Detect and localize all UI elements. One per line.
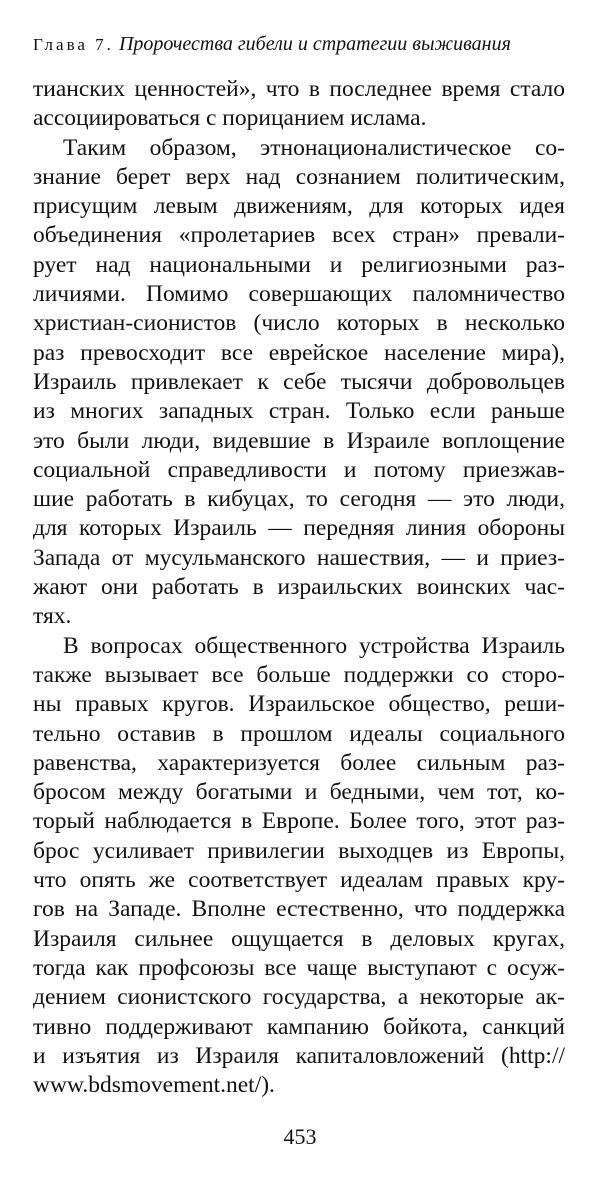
text-line: тианских ценностей», что в последнее время стало — [33, 76, 565, 102]
text-line-row — [33, 221, 565, 250]
text-line-row — [33, 544, 565, 573]
text-line-row — [33, 866, 565, 895]
text-line-row — [33, 514, 565, 543]
text-line-row — [33, 661, 565, 690]
text-line-row — [33, 954, 565, 983]
text-line: бросом между богатыми и бедными, чем тот, ко- — [33, 779, 565, 806]
text-line-row — [33, 602, 565, 631]
text-line: Израиля сильнее ощущается в деловых кругах, — [33, 925, 565, 952]
text-line: гов на Западе. Вполне естественно, что поддержка — [33, 896, 565, 923]
text-line-row — [33, 163, 565, 192]
text-line: знание берет верх над сознанием политическим, — [33, 163, 565, 190]
text-line-row — [33, 104, 565, 133]
text-line: шие работать в кибуцах, то сегодня — это люди, — [33, 486, 565, 513]
chapter-title: Пророчества гибели и стратегии выживания — [118, 33, 511, 55]
text-line-row — [33, 749, 565, 778]
page-number: 453 — [283, 1124, 317, 1149]
text-line-row — [33, 1013, 565, 1042]
text-line-row — [33, 573, 565, 602]
text-line: торый наблюдается в Европе. Более того, этот раз- — [33, 808, 565, 835]
paragraph — [33, 75, 565, 134]
text-line: присущим левым движениям, для которых идея — [33, 193, 565, 220]
text-line-row — [33, 280, 565, 309]
text-line: из многих западных стран. Только если раньше — [33, 398, 565, 425]
text-line-row — [33, 837, 565, 866]
text-line-row — [33, 456, 565, 485]
text-line-row — [33, 75, 565, 104]
text-line: тивно поддерживают кампанию бойкота, санкций — [33, 1013, 565, 1040]
running-header — [33, 32, 567, 57]
text-line: ны правых кругов. Израильское общество, реши- — [33, 691, 565, 718]
text-line-row — [33, 397, 565, 426]
text-line: ассоциироваться с порицанием ислама. — [33, 105, 427, 132]
text-line-row — [33, 485, 565, 514]
chapter-label: Глава 7. — [33, 35, 114, 54]
text-line-row — [33, 1042, 565, 1071]
text-line: www.bdsmovement.net/). — [33, 1072, 275, 1099]
text-line: брос усиливает привилегии выходцев из Европы, — [33, 837, 565, 864]
text-line-row — [33, 134, 565, 163]
text-line: рует над национальными и религиозными раз- — [33, 251, 565, 278]
text-line-row — [33, 807, 565, 836]
page-body — [33, 75, 565, 1100]
text-line: тогда как профсоюзы все чаще выступают с осуж- — [33, 954, 565, 981]
text-line: Запада от мусульманского нашествия, — и приез- — [33, 544, 565, 571]
text-line: для которых Израиль — передняя линия обороны — [33, 515, 565, 542]
text-line: также вызывает все больше поддержки со сторо- — [33, 661, 565, 688]
text-line: жают они работать в израильских воинских час- — [33, 574, 565, 601]
text-line: объединения «пролетариев всех стран» превали- — [33, 222, 565, 249]
text-line-row — [33, 632, 565, 661]
text-line: раз превосходит все еврейское население мира), — [33, 339, 565, 366]
text-line-row — [33, 1071, 565, 1100]
text-line-row — [33, 925, 565, 954]
paragraph — [33, 632, 565, 1101]
text-line: тях. — [33, 603, 72, 630]
text-line-row — [33, 339, 565, 368]
text-line-row — [33, 427, 565, 456]
text-line-row — [33, 192, 565, 221]
paragraph — [33, 134, 565, 632]
text-line: дением сионистского государства, а некоторые ак- — [33, 984, 565, 1011]
text-line: и изъятия из Израиля капиталовложений (http:// — [33, 1042, 565, 1069]
text-line: это были люди, видевшие в Израиле воплощение — [33, 427, 565, 454]
text-line-row — [33, 720, 565, 749]
text-line-row — [33, 309, 565, 338]
text-line-row — [33, 690, 565, 719]
text-line-row — [33, 895, 565, 924]
text-line: тельно оставив в прошлом идеалы социального — [33, 720, 565, 747]
text-line: личиями. Помимо совершающих паломничество — [33, 281, 565, 308]
text-line: социальной справедливости и потому приезжав- — [33, 456, 565, 483]
text-line: равенства, характеризуется более сильным раз- — [33, 749, 565, 776]
text-line: Израиль привлекает к себе тысячи добровольцев — [33, 368, 565, 395]
text-line: Таким образом, этнонационалистическое со- — [63, 134, 565, 161]
text-line: христиан-сионистов (число которых в несколько — [33, 310, 565, 337]
text-line: что опять же соответствует идеалам правых кру- — [33, 867, 565, 894]
text-line-row — [33, 251, 565, 280]
text-line: В вопросах общественного устройства Израиль — [63, 632, 565, 659]
text-line-row — [33, 983, 565, 1012]
text-line-row — [33, 368, 565, 397]
text-line-row — [33, 778, 565, 807]
